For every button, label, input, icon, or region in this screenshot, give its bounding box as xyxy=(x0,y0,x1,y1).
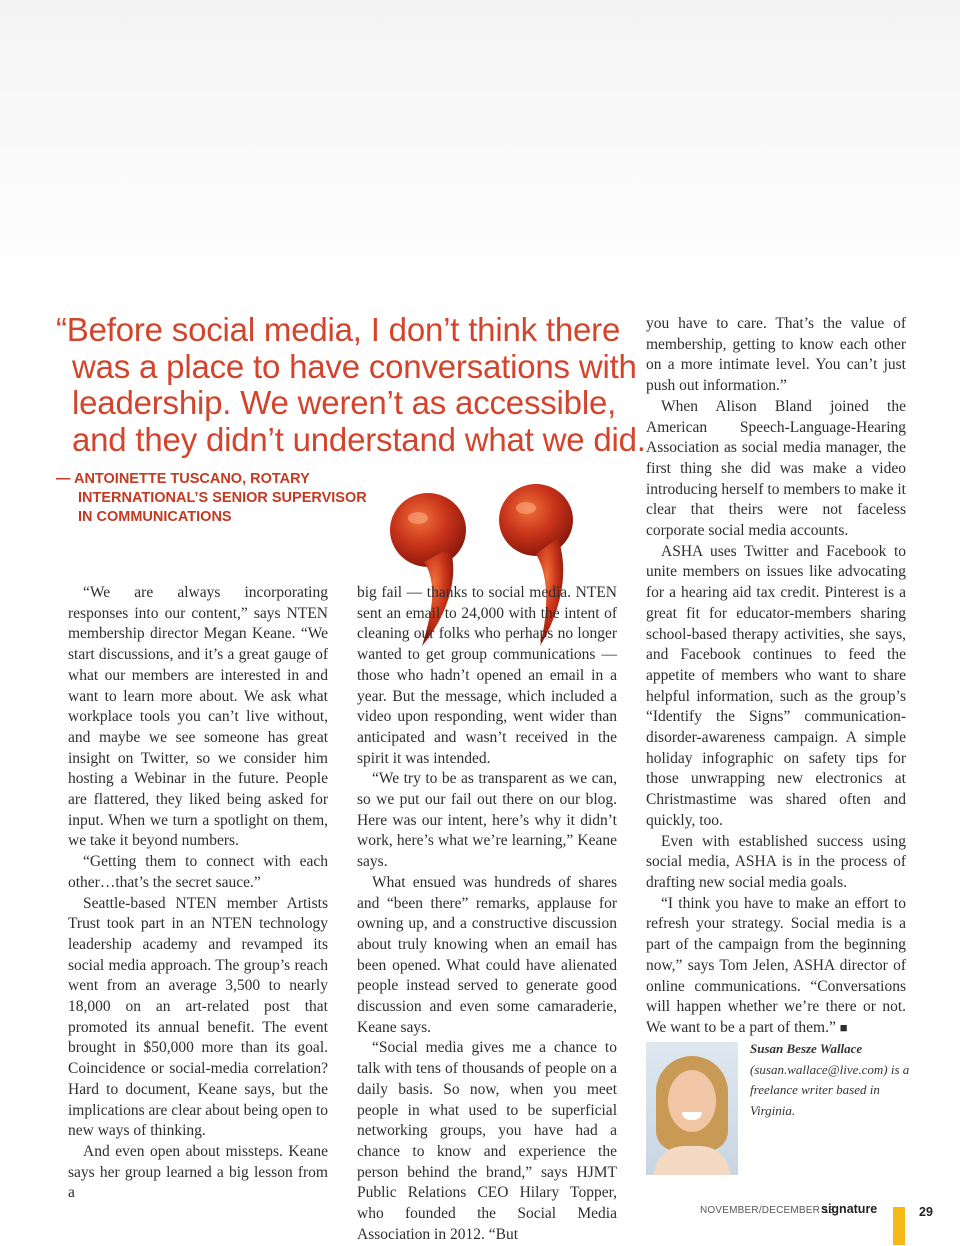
article-column-1 xyxy=(68,583,328,1204)
article-paragraph: “We try to be as transparent as we can, so we put our fail out there on our blog. Here was our intent, here’s why it didn’t work, here’s what we’re learning,” Keane says. xyxy=(357,770,617,871)
author-email: (susan.wallace@live.com) xyxy=(750,1061,888,1077)
footer-accent-bar xyxy=(893,1207,905,1245)
pull-quote-line: and they didn’t understand what we did. xyxy=(72,420,646,458)
article-paragraph: “Getting them to connect with each other…that’s the secret sauce.” xyxy=(68,853,328,891)
pull-quote-line: was a place to have conversations with xyxy=(72,347,637,385)
pull-quote-attribution xyxy=(56,470,376,527)
page-number: 29 xyxy=(919,1205,933,1219)
magazine-name: signature xyxy=(821,1202,878,1216)
article-paragraph: “We are always incorporating responses into our content,” says NTEN membership director Megan Keane. “We start discussions, and it’s a great gauge of what our members are interested in and want to learn more about. We ask what workplace tools you can’t live without, and maybe we see someone has great insight on Twitter, so we consider him hosting a Webinar in the future. People are flattered, they liked being asked for input. When we turn a spotlight on them, we take it beyond numbers. xyxy=(68,584,328,850)
attribution-line: IN COMMUNICATIONS xyxy=(78,509,232,525)
article-paragraph: Even with established success using social media, ASHA is in the process of drafting new social media goals. xyxy=(646,832,906,891)
article-column-3 xyxy=(646,314,906,1039)
article-final-sentence: “I think you have to make an effort to refresh your strategy. Social media is a part of the campaign from the beginning now,” says Tom Jelen, ASHA director of online communications. “Conversations will happen whether we’re there or not. We want to be a part of them.” xyxy=(646,894,906,1036)
author-description: is a freelance writer based in Virginia. xyxy=(750,1061,910,1118)
end-of-article-mark: ■ xyxy=(839,1019,848,1035)
attribution-line: — ANTOINETTE TUSCANO, ROTARY xyxy=(56,471,310,487)
article-paragraph: When Alison Bland joined the American Speech-Language-Hearing Association as social media manager, the first thing she did was make a video introducing herself to members to make it clear that theirs were not faceless corporate social media accounts. xyxy=(646,397,906,540)
article-paragraph xyxy=(646,894,906,1039)
author-bio xyxy=(750,1039,910,1121)
top-background xyxy=(0,0,960,300)
article-paragraph: What ensued was hundreds of shares and “been there” remarks, applause for owning up, and a constructive discussion about truly knowing when an email has been opened. What could have alienated people instead served to generate good discussion and even some camaraderie, Keane says. xyxy=(357,873,617,1036)
article-paragraph: “Social media gives me a chance to talk with tens of thousands of people on a daily basis. So now, when you meet people in what used to be superficial networking groups, you have had a chance to know and experience the person behind the brand,” says HJMT Public Relations CEO Hilary Topper, who founded the Social Media Association in 2012. “But xyxy=(357,1039,617,1243)
article-paragraph: Seattle-based NTEN member Artists Trust took part in an NTEN technology leadership academy and revamped its social media approach. The group’s reach went from an average 3,500 to nearly 18,000 on an art-related post that promoted its annual benefit. The event brought in $50,000 more than its goal. Coincidence or social-media correlation? Hard to document, Keane says, but the implications are clear about being open to new ways of thinking. xyxy=(68,894,328,1140)
pull-quote-line: leadership. We weren’t as accessible, xyxy=(72,384,617,421)
pull-quote xyxy=(56,311,646,458)
article-paragraph: you have to care. That’s the value of membership, getting to know each other on a more intimate level. You can’t just push out information.” xyxy=(646,315,906,395)
article-paragraph: ASHA uses Twitter and Facebook to unite members on issues like advocating for a hearing aid tax credit. Pinterest is a great fit for educator-members sharing school-based therapy activities, she says, and Facebook continues to feed the appetite of members who want to share helpful information, such as the group’s “Identify the Signs” communication-disorder-awareness campaign. A simple holiday infographic on safety tips for those unwrapping new electronics at Christmastime was shared often and quickly, too. xyxy=(646,542,906,829)
article-paragraph: big fail — thanks to social media. NTEN sent an email to 24,000 with the intent of cleaning our folks who perhaps no longer wanted to get group communications — those who hadn’t opened an email in a year. But the message, which included a video upon responding, went wider than anticipated and wasn’t received in the spirit it was intended. xyxy=(357,584,617,767)
author-photo xyxy=(646,1042,738,1175)
article-column-2 xyxy=(357,583,617,1246)
article-paragraph: And even open about missteps. Keane says her group learned a big lesson from a xyxy=(68,1142,328,1202)
pull-quote-line: “Before social media, I don’t think there xyxy=(56,311,621,348)
issue-date: NOVEMBER/DECEMBER 13 xyxy=(700,1205,835,1216)
author-name: Susan Besze Wallace xyxy=(750,1041,863,1056)
attribution-line: INTERNATIONAL’S SENIOR SUPERVISOR xyxy=(78,490,367,506)
